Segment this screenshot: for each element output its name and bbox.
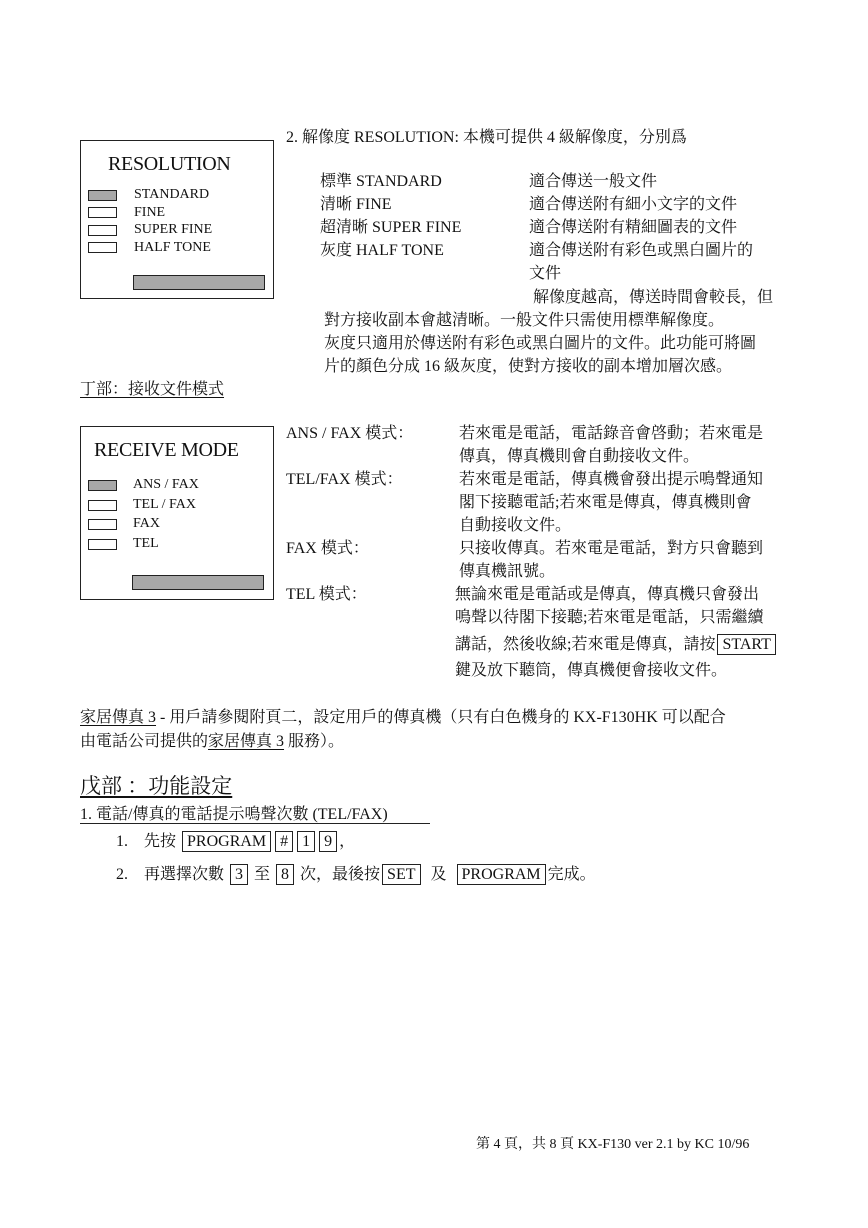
tel-mode-desc: 鳴聲以待閣下接聽;若來電是電話，只需繼續 <box>455 609 764 626</box>
half-tone-option: HALF TONE <box>134 240 211 255</box>
fax-checkbox[interactable] <box>88 519 117 530</box>
fax-mode-desc: 只接收傳真。若來電是電話，對方只會聽到 <box>459 540 764 557</box>
ans-fax-mode-desc: 若來電是電話，電話錄音會啓動；若來電是 <box>459 425 764 442</box>
receive-section-title: 丁部：接收文件模式 <box>80 381 225 398</box>
program-key[interactable]: PROGRAM <box>457 864 546 885</box>
mode-fine-desc: 適合傳送附有細小文字的文件 <box>529 196 738 213</box>
resolution-note-line: 片的顏色分成 16 級灰度，使對方接收的副本增加層次感。 <box>324 358 733 375</box>
mode-standard-name: 標準 STANDARD <box>320 173 442 190</box>
receive-display-bar <box>132 575 264 590</box>
key-3[interactable]: 3 <box>230 864 248 885</box>
step-text: 至 <box>254 866 271 883</box>
tel-fax-mode-desc: 閣下接聽電話;若來電是傳真，傳真機則會 <box>459 494 752 511</box>
resolution-note-line: 解像度越高，傳送時間會較長，但 <box>533 289 774 306</box>
ans-fax-checkbox[interactable] <box>88 480 117 491</box>
resolution-panel <box>80 140 274 299</box>
step-text: 完成。 <box>547 866 596 883</box>
tel-fax-mode-desc: 若來電是電話，傳真機會發出提示鳴聲通知 <box>459 471 764 488</box>
fax-mode-desc: 傳真機訊號。 <box>459 563 556 580</box>
tel-fax-ring-title: 1. 電話/傳真的電話提示鳴聲次數 (TEL/FAX) <box>80 806 388 823</box>
key-8[interactable]: 8 <box>276 864 294 885</box>
page-footer: 第 4 頁，共 8 頁 KX-F130 ver 2.1 by KC 10/96 <box>476 1137 750 1152</box>
tel-mode-desc-text: 講話，然後收線;若來電是傳真，請按 <box>455 636 716 653</box>
program-key[interactable]: PROGRAM <box>182 831 271 852</box>
tel-checkbox[interactable] <box>88 539 117 550</box>
tel-fax-mode-desc: 自動接收文件。 <box>459 517 572 534</box>
standard-option: STANDARD <box>134 187 210 202</box>
mode-half-tone-desc-cont: 文件 <box>529 265 562 282</box>
tel-mode-label: TEL 模式： <box>286 586 367 603</box>
step-1 <box>116 831 355 853</box>
receive-mode-panel <box>80 426 274 600</box>
super-fine-option: SUPER FINE <box>134 222 213 237</box>
step-text: ， <box>339 833 356 850</box>
start-key[interactable]: START <box>717 634 775 655</box>
step-text: 次，最後按 <box>300 866 381 883</box>
resolution-note-line: 灰度只適用於傳送附有彩色或黑白圖片的文件。此功能可將圖 <box>324 335 757 352</box>
half-tone-checkbox[interactable] <box>88 242 117 253</box>
fax-option: FAX <box>133 516 160 531</box>
resolution-heading: 2. 解像度 RESOLUTION: 本機可提供 4 級解像度，分別爲 <box>286 129 687 146</box>
step-text: 再選擇次數 <box>144 866 225 883</box>
ans-fax-mode-label: ANS / FAX 模式： <box>286 425 414 442</box>
step-text: 先按 <box>144 833 177 850</box>
resolution-display-bar <box>133 275 265 290</box>
tel-fax-option: TEL / FAX <box>133 497 196 512</box>
resolution-note-line: 對方接收副本會越清晰。一般文件只需使用標準解像度。 <box>324 312 725 329</box>
mode-fine-name: 清晰 FINE <box>320 196 392 213</box>
key-9[interactable]: 9 <box>319 831 337 852</box>
set-key[interactable]: SET <box>382 864 420 885</box>
tel-mode-desc <box>455 634 778 656</box>
tel-fax-mode-label: TEL/FAX 模式： <box>286 471 403 488</box>
homefax-label: 家居傳真 3 <box>208 733 285 750</box>
tel-mode-desc: 無論來電是電話或是傳真，傳真機只會發出 <box>455 586 760 603</box>
fine-checkbox[interactable] <box>88 207 117 218</box>
mode-half-tone-desc: 適合傳送附有彩色或黑白圖片的 <box>529 242 754 259</box>
step-number: 1. <box>116 833 128 850</box>
fine-option: FINE <box>134 205 166 220</box>
hash-key[interactable]: # <box>275 831 293 852</box>
homefax-text: 服務）。 <box>284 733 345 750</box>
title-underline <box>80 823 430 824</box>
homefax-text: 由電話公司提供的 <box>80 733 209 750</box>
mode-super-fine-name: 超清晰 SUPER FINE <box>320 219 462 236</box>
step-text: 及 <box>430 866 447 883</box>
key-1[interactable]: 1 <box>297 831 315 852</box>
step-2 <box>116 864 596 886</box>
mode-super-fine-desc: 適合傳送附有精細圖表的文件 <box>529 219 738 236</box>
fax-mode-label: FAX 模式： <box>286 540 369 557</box>
ans-fax-mode-desc: 傳真，傳真機則會自動接收文件。 <box>459 448 700 465</box>
homefax-line <box>80 731 344 753</box>
homefax-line <box>80 707 726 729</box>
step-number: 2. <box>116 866 128 883</box>
functions-section-title: 戊部 ：功能設定 <box>80 774 233 798</box>
receive-panel-title: RECEIVE MODE <box>94 439 239 461</box>
ans-fax-option: ANS / FAX <box>133 477 199 492</box>
tel-fax-checkbox[interactable] <box>88 500 117 511</box>
super-fine-checkbox[interactable] <box>88 225 117 236</box>
homefax-label: 家居傳真 3 <box>80 709 157 726</box>
resolution-panel-title: RESOLUTION <box>108 153 231 175</box>
standard-checkbox[interactable] <box>88 190 117 201</box>
homefax-text: - 用戶請參閱附頁二，設定用戶的傳真機（只有白色機身的 KX-F130HK 可以配合 <box>156 709 726 726</box>
mode-half-tone-name: 灰度 HALF TONE <box>320 242 444 259</box>
mode-standard-desc: 適合傳送一般文件 <box>529 173 658 190</box>
tel-option: TEL <box>133 536 159 551</box>
tel-mode-desc: 鍵及放下聽筒，傳真機便會接收文件。 <box>455 662 728 679</box>
